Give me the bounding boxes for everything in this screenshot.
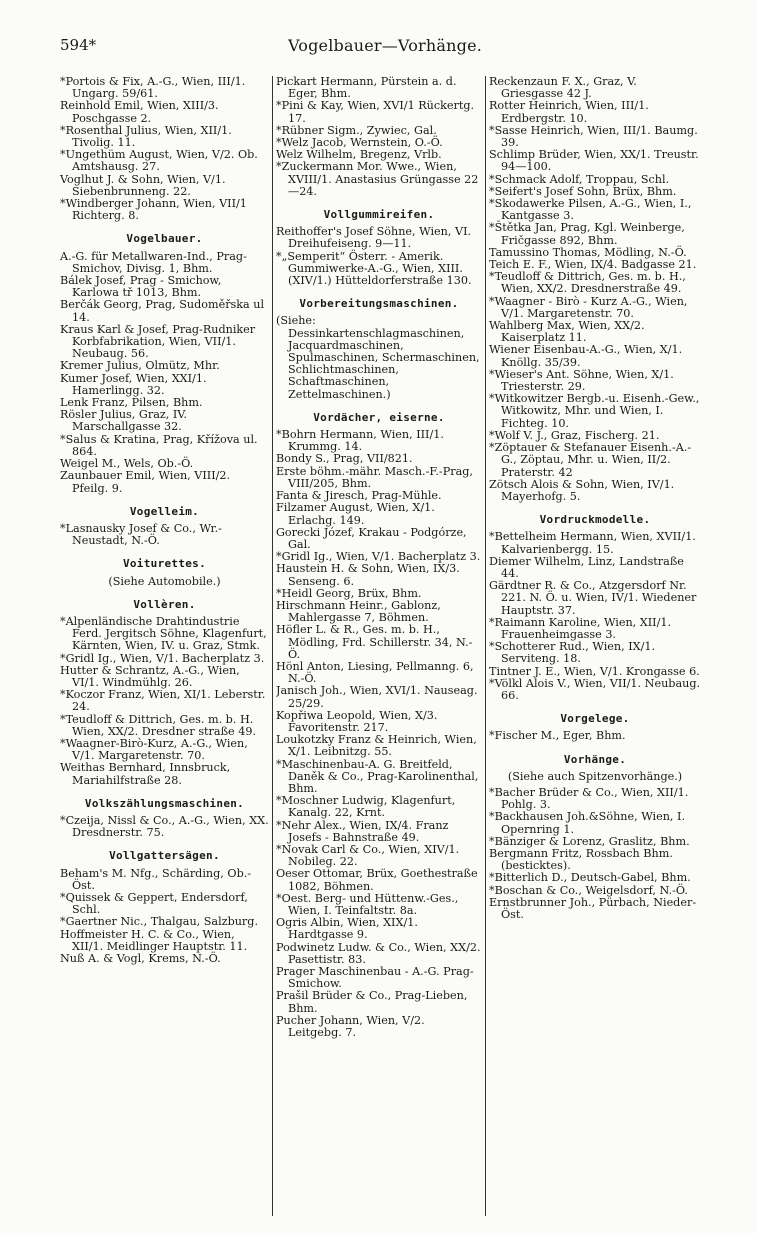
directory-entry: Wahlberg Max, Wien, XX/2. Kaiserplatz 11.: [489, 319, 645, 345]
directory-entry: *Teudloff & Dittrich, Ges. m. b. H. Wien, XX/2. Dresdner straße 49.: [60, 712, 257, 738]
directory-entry: *„Semperit“ Österr. - Amerik. Gummiwerke-A.-G., Wien, XIII. (XIV/1.) Hütteldorferstraße 130.: [276, 249, 472, 288]
directory-entry: *Backhausen Joh.&Söhne, Wien, I. Opernring 1.: [489, 810, 686, 836]
directory-entry: Kremer Julius, Olmütz, Mhr.: [60, 359, 220, 373]
directory-entry: Filzamer August, Wien, X/1. Erlachg. 149.: [276, 501, 435, 527]
directory-entry: *Teudloff & Dittrich, Ges. m. b. H., Wien, XX/2. Dresdnerstraße 49.: [489, 270, 686, 296]
directory-entry: Tintner J. E., Wien, V/1. Krongasse 6.: [489, 664, 700, 678]
directory-entry: Kopřiwa Leopold, Wien, X/3. Favoritenstr. 217.: [276, 708, 438, 734]
directory-entry: Fanta & Jiresch, Prag-Mühle.: [276, 489, 442, 503]
directory-entry: Janisch Joh., Wien, XVI/1. Nauseag. 25/29.: [276, 684, 478, 710]
directory-entry: *Salus & Kratina, Prag, Křížova ul. 864.: [60, 432, 258, 458]
directory-entry: Prašil Brüder & Co., Prag-Lieben, Bhm.: [276, 989, 468, 1015]
directory-entry: *Maschinenbau-A. G. Breitfeld, Daněk & Co., Prag-Karolinenthal, Bhm.: [276, 757, 479, 795]
directory-entry: *Fischer M., Eger, Bhm.: [489, 729, 626, 743]
directory-entry: *Gaertner Nic., Thalgau, Salzburg.: [60, 915, 258, 929]
section-heading: Vordruckmodelle.: [539, 513, 651, 527]
directory-entry: *Bacher Brüder & Co., Wien, XII/1. Pohlg. 3.: [489, 785, 689, 812]
directory-entry: Schlimp Brüder, Wien, XX/1. Treustr. 94—100.: [489, 148, 699, 174]
directory-entry: Weigel M., Wels, Ob.-Ö.: [60, 457, 194, 471]
directory-entry: *Nehr Alex., Wien, IX/4. Franz Josefs - Bahnstraße 49.: [276, 818, 449, 844]
section-heading: Vollgattersägen.: [109, 849, 220, 863]
directory-entry: Berčák Georg, Prag, Sudoměřska ul 14.: [60, 298, 265, 324]
column-2: [276, 76, 482, 1221]
column-1: [60, 76, 269, 1221]
directory-entry: *Lasnausky Josef & Co., Wr.-Neustadt, N.-Ö.: [60, 521, 222, 548]
directory-entry: *Seifert's Josef Sohn, Brüx, Bhm.: [489, 184, 677, 198]
section-heading: Vorhänge.: [563, 752, 627, 766]
directory-entry: *Waagner - Birò - Kurz A.-G., Wien, V/1. Margaretenstr. 70.: [489, 294, 688, 320]
page-header: [60, 36, 710, 60]
directory-entry: Wiener Eisenbau-A.-G., Wien, X/1. Knöllg. 35/39.: [489, 343, 683, 369]
section-heading: Vollèren.: [133, 597, 196, 611]
directory-entry: *Gridl Ig., Wien, V/1. Bacherplatz 3.: [276, 550, 481, 564]
directory-entry: Weithas Bernhard, Innsbruck, Mariahilfstraße 28.: [60, 761, 231, 787]
column-3: [489, 76, 701, 1221]
directory-entry: Diemer Wilhelm, Linz, Landstraße 44.: [489, 554, 684, 580]
directory-entry: *Welz Jacob, Wernstein, O.-Ö.: [276, 136, 443, 150]
directory-entry: Zaunbauer Emil, Wien, VIII/2. Pfeilg. 9.: [60, 469, 231, 495]
directory-entry: Pickart Hermann, Pürstein a. d. Eger, Bhm.: [276, 76, 457, 101]
directory-entry: Lenk Franz, Pilsen, Bhm.: [60, 396, 203, 410]
directory-entry: *Boschan & Co., Weigelsdorf, N.-Ö.: [489, 883, 688, 897]
directory-entry: *Portois & Fix, A.-G., Wien, III/1. Ungarg. 59/61.: [60, 76, 246, 101]
directory-entry: Ogris Albin, Wien, XIX/1. Hardtgasse 9.: [276, 916, 418, 942]
directory-entry: Loukotzky Franz & Heinrich, Wien, X/1. Leibnitzg. 55.: [276, 733, 477, 759]
directory-entry: Hutter & Schrantz, A.-G., Wien, VI/1. Windmühlg. 26.: [60, 663, 240, 689]
directory-entry: *Oest. Berg- und Hüttenw.-Ges., Wien, I. Teinfaltstr. 8a.: [276, 891, 459, 917]
directory-entry: *Sasse Heinrich, Wien, III/1. Baumg. 39.: [489, 123, 698, 150]
directory-entry: *Štětka Jan, Prag, Kgl. Weinberge, Fričgasse 892, Bhm.: [489, 221, 685, 247]
directory-entry: Prager Maschinenbau - A.-G. Prag-Smichow.: [276, 965, 474, 991]
directory-entry: Welz Wilhelm, Bregenz, Vrlb.: [276, 148, 442, 162]
directory-entry: *Völkl Alois V., Wien, VII/1. Neubaug. 66.: [489, 676, 701, 702]
directory-entry: *Czeija, Nissl & Co., A.-G., Wien, XX. Dresdnerstr. 75.: [60, 813, 269, 840]
section-heading: Vogelleim.: [129, 504, 200, 518]
directory-entry: *Bettelheim Hermann, Wien, XVII/1. Kalvarienbergg. 15.: [489, 530, 696, 556]
directory-entry: Kraus Karl & Josef, Prag-Rudniker Korbfabrikation, Wien, VII/1. Neubaug. 56.: [60, 322, 256, 361]
directory-entry: *Moschner Ludwig, Klagenfurt, Kanalg. 22, Krnt.: [276, 794, 456, 820]
directory-entry: *Rosenthal Julius, Wien, XII/1. Tivolig. 11.: [60, 123, 232, 150]
directory-entry: *Zöptauer & Stefanauer Eisenh.-A.-G., Zöptau, Mhr. u. Wien, II/2. Praterstr. 42: [489, 441, 692, 479]
section-heading: Vorbereitungsmaschinen.: [299, 297, 459, 311]
directory-entry: Höfler L. & R., Ges. m. b. H., Mödling, Frd. Schillerstr. 34, N.-Ö.: [276, 623, 473, 661]
cross-reference-note: (Siehe auch Spitzenvorhänge.): [507, 769, 683, 783]
directory-entry: *Rübner Sigm., Zywiec, Gal.: [276, 123, 437, 137]
directory-entry: *Ungethüm August, Wien, V/2. Ob. Amtshausg. 27.: [60, 148, 258, 174]
directory-entry: Reckenzaun F. X., Graz, V. Griesgasse 42 J.: [489, 76, 637, 101]
directory-entry: Beham's M. Nfg., Schärding, Ob.-Öst.: [60, 866, 252, 892]
directory-entry: *Novak Carl & Co., Wien, XIV/1. Nobileg. 22.: [276, 842, 460, 869]
directory-entry: Reinhold Emil, Wien, XIII/3. Poschgasse 2.: [60, 99, 219, 125]
directory-entry: Pucher Johann, Wien, V/2. Leitgebg. 7.: [276, 1013, 425, 1040]
directory-entry: Hoffmeister H. C. & Co., Wien, XII/1. Meidlinger Hauptstr. 11.: [60, 927, 248, 953]
section-heading: Voiturettes.: [122, 557, 207, 571]
directory-entry: *Wieser's Ant. Söhne, Wien, X/1. Triesterstr. 29.: [489, 367, 674, 394]
directory-entry: Gärdtner R. & Co., Atzgersdorf Nr. 221. N. Ö. u. Wien, IV/1. Wiedener Hauptstr. 37.: [489, 579, 697, 617]
directory-entry: *Raimann Karoline, Wien, XII/1. Frauenheimgasse 3.: [489, 615, 672, 641]
section-heading: Volkszählungsmaschinen.: [84, 796, 245, 810]
directory-entry: Zötsch Alois & Sohn, Wien, IV/1. Mayerhofg. 5.: [489, 477, 675, 503]
directory-entry: Hönl Anton, Liesing, Pellmanng. 6, N.-Ö.: [276, 659, 474, 686]
directory-entry: Bálek Josef, Prag - Smichow, Karlowa tř 1013, Bhm.: [60, 274, 222, 300]
directory-entry: *Koczor Franz, Wien, XI/1. Leberstr. 24.: [60, 688, 266, 714]
directory-entry: Nuß A. & Vogl, Krems, N.-Ö.: [60, 952, 221, 965]
directory-entry: A.-G. für Metallwaren-Ind., Prag-Smichov, Divisg. 1, Bhm.: [60, 249, 247, 275]
directory-entry: Kumer Josef, Wien, XXI/1. Hamerlingg. 32.: [60, 371, 207, 397]
running-title: Vogelbauer—Vorhänge.: [287, 36, 483, 55]
section-heading: Vorgelege.: [560, 712, 630, 726]
directory-entry: Reithoffer's Josef Söhne, Wien, VI. Dreihufeiseng. 9—11.: [276, 225, 472, 251]
directory-entry: Erste böhm.-mähr. Masch.-F.-Prag, VIII/205, Bhm.: [276, 464, 473, 490]
cross-reference-note: (Siehe Automobile.): [108, 574, 221, 588]
directory-entry: *Waagner-Birò-Kurz, A.-G., Wien, V/1. Margaretenstr. 70.: [60, 736, 248, 763]
directory-entry: *Gridl Ig., Wien, V/1. Bacherplatz 3.: [60, 651, 265, 665]
directory-entry: *Alpenländische Drahtindustrie Ferd. Jergitsch Söhne, Klagenfurt, Kärnten, Wien, IV. u. Graz, Stmk.: [60, 614, 267, 653]
directory-entry: *Bohrn Hermann, Wien, III/1. Krummg. 14.: [276, 428, 444, 454]
section-heading: Vollgummireifen.: [323, 208, 435, 222]
directory-entry: *Windberger Johann, Wien, VII/1 Richterg. 8.: [60, 197, 247, 223]
page-number: 594*: [60, 36, 97, 54]
directory-entry: Rösler Julius, Graz, IV. Marschallgasse 32.: [60, 408, 187, 434]
section-heading: Vogelbauer.: [126, 232, 203, 246]
directory-entry: *Zuckermann Mor. Wwe., Wien, XVIII/1. Anastasius Grüngasse 22—24.: [276, 160, 479, 198]
directory-entry: Bondy S., Prag, VII/821.: [276, 452, 413, 466]
directory-entry: Rotter Heinrich, Wien, III/1. Erdbergstr. 10.: [489, 99, 649, 125]
directory-entry: *Schmack Adolf, Troppau, Schl.: [489, 172, 670, 186]
directory-entry: *Quissek & Geppert, Endersdorf, Schl.: [60, 890, 248, 917]
directory-entry: Ernstbrunner Joh., Pürbach, Nieder-Öst.: [489, 895, 697, 921]
directory-entry: *Skodawerke Pilsen, A.-G., Wien, I., Kantgasse 3.: [489, 197, 692, 223]
directory-entry: (Siehe: Dessinkartenschlagmaschinen, Jacquardmaschinen, Spulmaschinen, Schermaschinen, Schlichtmaschinen, Schaftmaschinen, Zettelmaschinen.): [276, 314, 480, 401]
directory-entry: Teich E. F., Wien, IX/4. Badgasse 21.: [489, 258, 697, 272]
directory-entry: *Pini & Kay, Wien, XVI/1 Rückertg. 17.: [276, 99, 475, 125]
column-divider: [272, 76, 273, 1216]
directory-entry: Podwinetz Ludw. & Co., Wien, XX/2. Pasettistr. 83.: [276, 940, 481, 966]
directory-entry: *Witkowitzer Bergb.-u. Eisenh.-Gew., Witkowitz, Mhr. und Wien, I. Fichteg. 10.: [489, 392, 700, 430]
section-heading: Vordächer, eiserne.: [313, 410, 445, 424]
directory-entry: Oeser Ottomar, Brüx, Goethestraße 1082, Böhmen.: [276, 867, 478, 893]
directory-entry: *Bänziger & Lorenz, Graslitz, Bhm.: [489, 834, 690, 848]
directory-entry: Haustein H. & Sohn, Wien, IX/3. Senseng. 6.: [276, 562, 460, 588]
directory-entry: *Bitterlich D., Deutsch-Gabel, Bhm.: [489, 871, 691, 885]
directory-entry: Hirschmann Heinr., Gablonz, Mahlergasse 7, Böhmen.: [276, 598, 441, 625]
directory-entry: *Heidl Georg, Brüx, Bhm.: [276, 586, 422, 600]
directory-entry: Gorecki Józef, Krakau - Podgórze, Gal.: [276, 525, 467, 551]
directory-entry: *Wolf V. J., Graz, Fischerg. 21.: [489, 428, 660, 442]
directory-entry: Voglhut J. & Sohn, Wien, V/1. Siebenbrunneng. 22.: [60, 172, 226, 198]
column-divider: [485, 76, 486, 1216]
directory-entry: *Schotterer Rud., Wien, IX/1. Serviteng. 18.: [489, 640, 656, 666]
directory-entry: Tamussino Thomas, Mödling, N.-Ö.: [489, 245, 687, 259]
directory-entry: Bergmann Fritz, Rossbach Bhm. (besticktes).: [489, 846, 673, 873]
